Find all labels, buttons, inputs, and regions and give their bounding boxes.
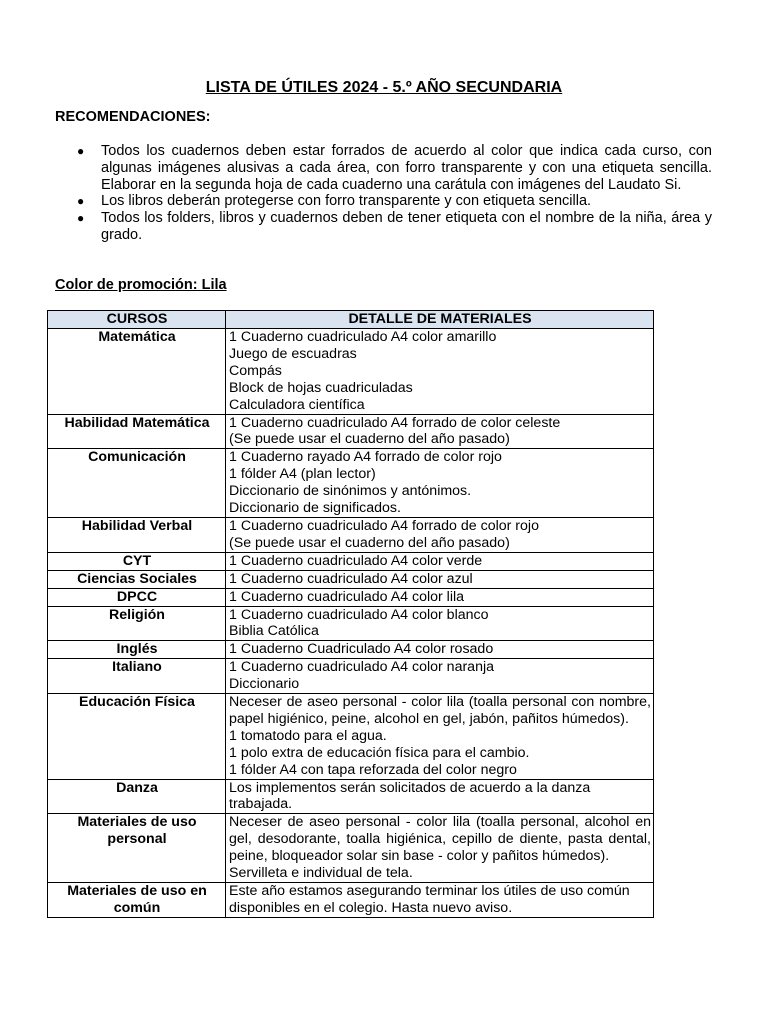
material-line: 1 Cuaderno rayado A4 forrado de color rojo [229, 449, 502, 466]
table-row [48, 641, 654, 659]
materials-table [47, 310, 654, 918]
course-name: Italiano [48, 659, 226, 694]
material-line: 1 fólder A4 con tapa reforzada del color negro [229, 761, 517, 778]
course-name: Inglés [48, 641, 226, 659]
material-line: 1 Cuaderno cuadriculado A4 color verde [229, 552, 483, 569]
promotion-color: Color de promoción: Lila [55, 277, 227, 293]
material-line: 1 Cuaderno cuadriculado A4 forrado de color rojo [229, 517, 539, 534]
material-line: Compás [229, 362, 282, 379]
material-line: 1 Cuaderno cuadriculado A4 forrado de color celeste [229, 414, 561, 431]
recommendation-item [55, 193, 712, 210]
table-row [48, 814, 654, 883]
recommendation-text: Todos los folders, libros y cuadernos deben de tener etiqueta con el nombre de la niña, área y grado. [101, 210, 712, 243]
material-line: Biblia Católica [229, 623, 319, 640]
course-name: Matemática [48, 329, 226, 415]
course-materials [226, 659, 654, 694]
recommendations-list [55, 143, 712, 244]
course-name: Materiales de uso personal [48, 814, 226, 883]
course-materials [226, 588, 654, 606]
page-title: LISTA DE ÚTILES 2024 - 5.º AÑO SECUNDARIA [205, 79, 563, 96]
material-line: Neceser de aseo personal - color lila (toalla personal con nombre, papel higiénico, peine, alcohol en gel, jabón, pañitos húmedos). [229, 694, 651, 727]
material-line: 1 Cuaderno cuadriculado A4 color lila [229, 588, 465, 605]
course-name: Educación Física [48, 694, 226, 780]
course-materials [226, 606, 654, 641]
material-line: 1 Cuaderno cuadriculado A4 color amarillo [229, 329, 497, 345]
header-details: DETALLE DE MATERIALES [226, 311, 654, 329]
material-line: 1 Cuaderno cuadriculado A4 color blanco [229, 606, 489, 623]
material-line: Diccionario de sinónimos y antónimos. [229, 483, 472, 500]
course-name: Religión [48, 606, 226, 641]
recommendations-heading: RECOMENDACIONES: [55, 109, 211, 125]
material-line: 1 Cuaderno cuadriculado A4 color naranja [229, 659, 495, 676]
material-line: Block de hojas cuadriculadas [229, 379, 413, 396]
header-courses: CURSOS [48, 311, 226, 329]
course-materials [226, 449, 654, 518]
course-materials [226, 329, 654, 415]
table-row [48, 588, 654, 606]
material-line: Este año estamos asegurando terminar los útiles de uso común disponibles en el colegio. Hasta nuevo aviso. [229, 883, 630, 916]
course-name: DPCC [48, 588, 226, 606]
table-row [48, 779, 654, 814]
table-row [48, 329, 654, 415]
course-name: Ciencias Sociales [48, 570, 226, 588]
course-materials [226, 641, 654, 659]
material-line: Servilleta e individual de tela. [229, 865, 413, 882]
table-header-row [48, 311, 654, 329]
course-materials [226, 779, 654, 814]
bullet-icon: ● [77, 144, 85, 158]
recommendation-item [55, 210, 712, 244]
recommendation-text: Todos los cuadernos deben estar forrados de acuerdo al color que indica cada curso, con algunas imágenes alusivas a cada área, con forro transparente y con una etiqueta sencilla. Elaborar en la segunda hoja de cada cuaderno una carátula con imágenes del Laudato Si. [101, 143, 712, 193]
table-row [48, 883, 654, 918]
course-materials [226, 414, 654, 449]
course-materials [226, 814, 654, 883]
table-row [48, 659, 654, 694]
course-materials [226, 570, 654, 588]
bullet-icon: ● [77, 211, 85, 226]
table-row [48, 570, 654, 588]
course-name: Habilidad Matemática [48, 414, 226, 449]
material-line: 1 polo extra de educación física para el cambio. [229, 744, 530, 761]
material-line: Diccionario de significados. [229, 500, 401, 517]
course-materials [226, 883, 654, 918]
course-name: Danza [48, 779, 226, 814]
table-row [48, 694, 654, 780]
table-row [48, 449, 654, 518]
course-name: Materiales de uso en común [48, 883, 226, 918]
material-line: 1 fólder A4 (plan lector) [229, 466, 376, 483]
table-row [48, 517, 654, 552]
course-materials [226, 517, 654, 552]
table-row [48, 414, 654, 449]
material-line: Diccionario [229, 676, 300, 693]
material-line: (Se puede usar el cuaderno del año pasado) [229, 534, 510, 551]
table-row [48, 606, 654, 641]
recommendation-item [55, 143, 712, 193]
material-line: 1 Cuaderno Cuadriculado A4 color rosado [229, 641, 494, 658]
material-line: 1 tomatodo para el agua. [229, 727, 387, 744]
material-line: (Se puede usar el cuaderno del año pasado) [229, 431, 510, 448]
material-line: Los implementos serán solicitados de acuerdo a la danza trabajada. [229, 779, 591, 813]
course-name: Habilidad Verbal [48, 517, 226, 552]
course-name: Comunicación [48, 449, 226, 518]
material-line: Neceser de aseo personal - color lila (toalla personal, alcohol en gel, desodorante, toalla higiénica, cepillo de diente, pasta dental, peine, bloqueador solar sin base - color y pañitos húmedos). [229, 814, 651, 865]
material-line: Juego de escuadras [229, 345, 357, 362]
course-name: CYT [48, 552, 226, 570]
material-line: Calculadora científica [229, 396, 365, 413]
course-materials [226, 552, 654, 570]
recommendation-text: Los libros deberán protegerse con forro transparente y con etiqueta sencilla. [101, 193, 592, 210]
material-line: 1 Cuaderno cuadriculado A4 color azul [229, 570, 473, 587]
course-materials [226, 694, 654, 780]
bullet-icon: ● [77, 194, 85, 209]
table-row [48, 552, 654, 570]
